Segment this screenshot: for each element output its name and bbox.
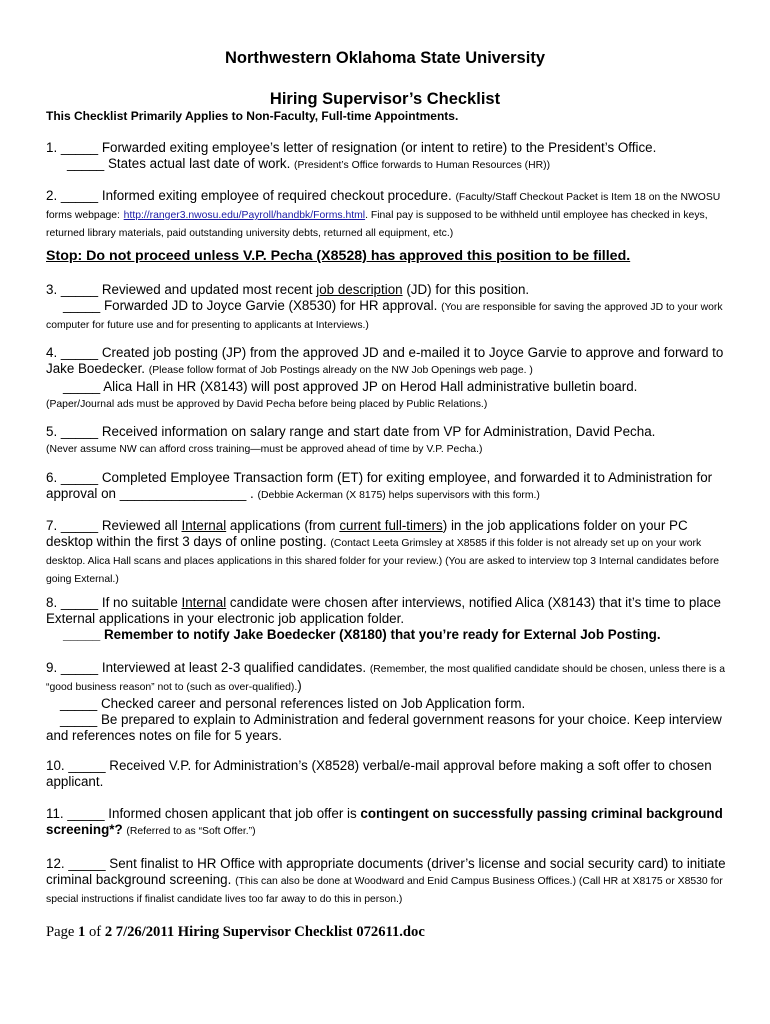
item-3-line-b: _____ Forwarded JD to Joyce Garvie (X8530) for HR approval. — [63, 298, 438, 313]
applies-note: This Checklist Primarily Applies to Non-Faculty, Full-time Appointments. — [46, 109, 459, 123]
checklist-item-1 — [46, 140, 726, 174]
checklist-item-7 — [46, 518, 726, 588]
checklist-item-11 — [46, 806, 726, 840]
item-9-close: ) — [297, 678, 302, 693]
item-10-line-a: 10. _____ Received V.P. for Administration’s (X8528) verbal/e-mail approval before making a soft offer to chosen applicant. — [46, 758, 712, 789]
checklist-item-8 — [46, 595, 726, 643]
page-footer — [46, 924, 425, 941]
item-9-line-a: 9. _____ Interviewed at least 2-3 qualified candidates. — [46, 660, 367, 675]
item-11-line-a: 11. _____ Informed chosen applicant that job offer is — [46, 806, 357, 821]
checklist-item-2 — [46, 188, 726, 242]
item-5-note: (Never assume NW can afford cross training—must be approved ahead of time by V.P. Pecha.) — [46, 444, 483, 455]
checklist-title: Hiring Supervisor’s Checklist — [269, 90, 501, 108]
stop-warning: Stop: Do not proceed unless V.P. Pecha (X8528) has approved this position to be filled. — [46, 248, 631, 264]
item-2-line-a: 2. _____ Informed exiting employee of required checkout procedure. — [46, 188, 452, 203]
checklist-item-5 — [46, 424, 726, 458]
item-7-note: (Contact Leeta Grimsley at X8585 if this folder is not already set up on your work desktop. Alica Hall scans and places applications in this shared folder for your review.) (You are asked to interview top 3 Internal candidates before going External.) — [46, 538, 720, 585]
item-5-line-a: 5. _____ Received information on salary range and start date from VP for Administration, David Pecha. — [46, 424, 656, 439]
item-12-note: (This can also be done at Woodward and Enid Campus Business Offices.) (Call HR at X8175 or X8530 for special instructions if finalist candidate lives too far away to do this in person.) — [46, 876, 723, 905]
item-2-note-rest: . Final pay is supposed to be withheld until employee has checked in keys, returned library materials, paid outstanding university debts, returned all equipment, etc.) — [46, 210, 708, 239]
footer-page-label: Page — [46, 924, 75, 940]
item-1-line-a: 1. _____ Forwarded exiting employee’s letter of resignation (or intent to retire) to the President’s Office. — [46, 140, 657, 155]
checklist-item-12 — [46, 856, 726, 908]
item-7-current-full-timers: current full-timers — [339, 518, 443, 533]
item-9-line-b: _____ Checked career and personal references listed on Job Application form. — [60, 696, 526, 711]
checklist-item-10 — [46, 758, 726, 790]
item-8-post: candidate were chosen after interviews, notified Alica (X8143) that it’s time to place External applications in your electronic job application folder. — [46, 595, 721, 626]
footer-page-num: 1 — [78, 924, 86, 940]
item-7-mid: applications (from — [229, 518, 336, 533]
item-4-line-b: _____ Alica Hall in HR (X8143) will post approved JP on Herod Hall administrative bulletin board. — [63, 379, 638, 394]
item-3-post: (JD) for this position. — [406, 282, 530, 297]
checklist-item-6 — [46, 470, 726, 504]
item-11-contingent: contingent on successfully passing criminal background screening*? — [46, 806, 723, 837]
footer-text: 7/26/2011 Hiring Supervisor Checklist 072611.doc — [115, 924, 425, 940]
item-3-pre: 3. _____ Reviewed and updated most recent — [46, 282, 313, 297]
item-8-internal: Internal — [181, 595, 227, 610]
item-4-note-a: (Please follow format of Job Postings already on the NW Job Openings web page. ) — [148, 365, 533, 376]
university-title: Northwestern Oklahoma State University — [224, 49, 545, 67]
item-4-note-b: (Paper/Journal ads must be approved by David Pecha before being placed by Public Relations.) — [46, 399, 488, 410]
item-8-pre: 8. _____ If no suitable — [46, 595, 178, 610]
item-7-post: ) in the job applications folder on your PC desktop within the first 3 days of online posting. — [46, 518, 688, 549]
item-12-line-a: 12. _____ Sent finalist to HR Office with appropriate documents (driver’s license and social security card) to initiate criminal background screening. — [46, 856, 726, 887]
forms-webpage-link[interactable]: http://ranger3.nwosu.edu/Payroll/handbk/Forms.html — [123, 210, 366, 221]
item-3-job-description: job description — [316, 282, 403, 297]
checklist-item-3 — [46, 282, 726, 334]
item-2-note: (Faculty/Staff Checkout Packet is Item 18 on the NWOSU forms webpage: — [46, 192, 721, 221]
item-4-line-a: 4. _____ Created job posting (JP) from the approved JD and e-mailed it to Joyce Garvie to approve and forward to Jake Boedecker. — [46, 345, 724, 376]
item-6-line-a: 6. _____ Completed Employee Transaction form (ET) for exiting employee, and forwarded it to Administration for approval on _________________ . — [46, 470, 713, 501]
item-3-note: (You are responsible for saving the approved JD to your work computer for future use and for presenting to applicants at Interviews.) — [46, 302, 723, 331]
item-7-pre: 7. _____ Reviewed all — [46, 518, 178, 533]
item-9-line-c: _____ Be prepared to explain to Administration and federal government reasons for your choice. Keep interview and references notes on file for 5 years. — [46, 712, 722, 743]
item-7-internal: Internal — [181, 518, 227, 533]
item-6-note: (Debbie Ackerman (X 8175) helps supervisors with this form.) — [257, 490, 540, 501]
item-11-note: (Referred to as “Soft Offer.”) — [126, 826, 256, 837]
checklist-item-9 — [46, 660, 726, 744]
item-9-note: (Remember, the most qualified candidate should be chosen, unless there is a “good business reason” not to (such as over-qualified). — [46, 664, 726, 693]
item-1-line-b: _____ States actual last date of work. — [67, 156, 291, 171]
item-1-note: (President’s Office forwards to Human Resources (HR)) — [294, 160, 551, 171]
footer-page-total: 2 — [104, 924, 113, 940]
checklist-item-4 — [46, 345, 726, 413]
footer-of-label: of — [88, 924, 102, 940]
item-8-line-b: _____ Remember to notify Jake Boedecker (X8180) that you’re ready for External Job Posting. — [63, 627, 661, 642]
